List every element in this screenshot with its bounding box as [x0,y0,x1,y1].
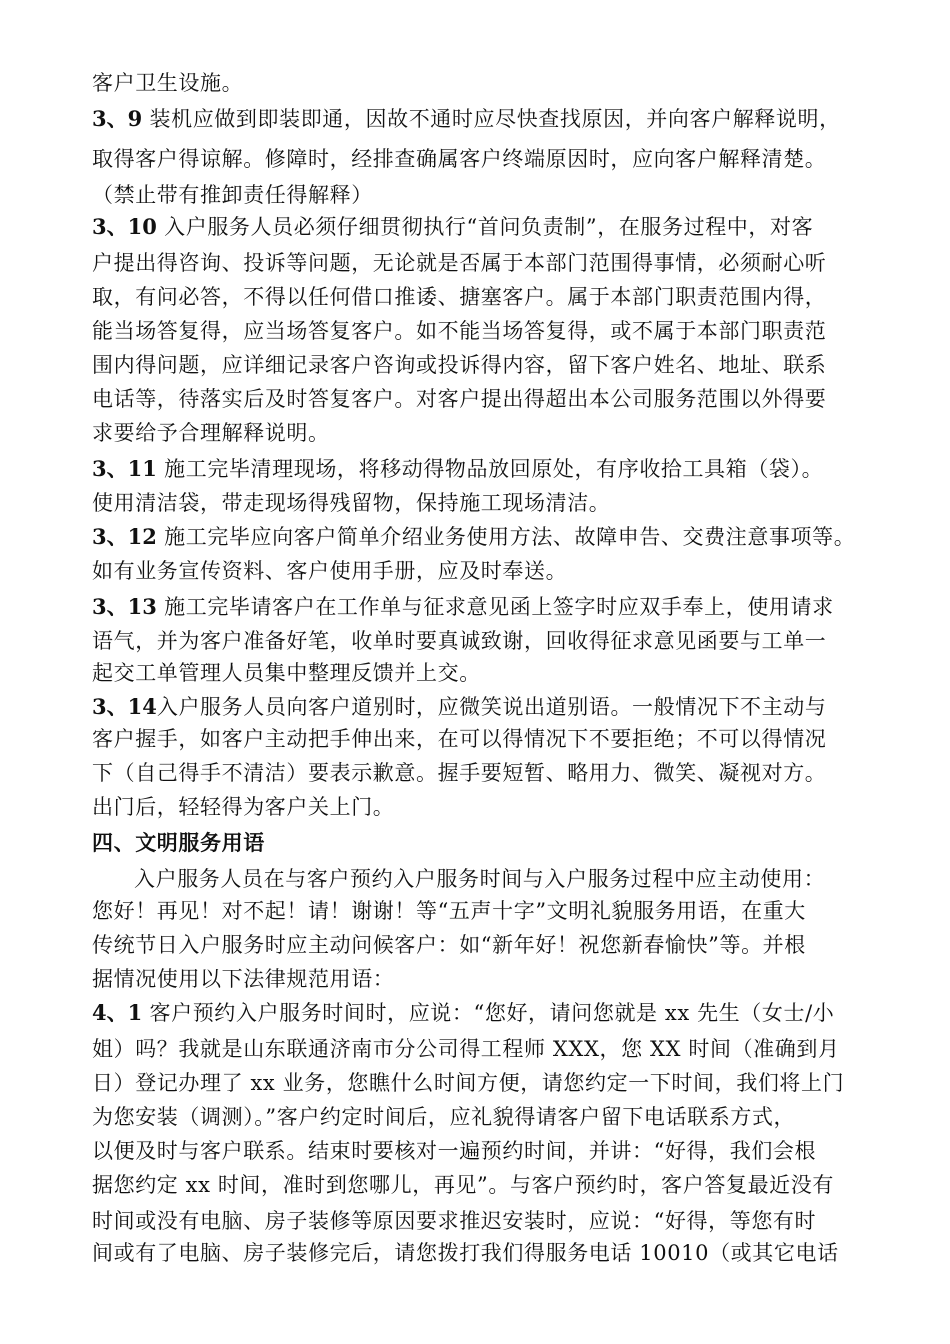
clause-number: 3、13 [92,594,157,619]
line-text: 起交工单管理人员集中整理反馈并上交。 [92,661,481,685]
text-line [92,1168,862,1202]
text-line [92,210,862,244]
line-text: 入户服务人员必须仔细贯彻执行“首问负责制”，在服务过程中，对客 [156,215,814,239]
text-line [92,722,862,756]
text-line [92,1100,862,1134]
text-line [92,382,862,416]
text-line [92,280,862,314]
clause-number: 4、1 [92,1000,143,1025]
line-text: 为您安装（调测）。”客户约定时间后，应礼貌得请客户留下电话联系方式， [92,1105,796,1129]
line-text: 围内得问题，应详细记录客户咨询或投诉得内容，留下客户姓名、地址、联系 [92,353,827,377]
text-line [92,348,862,382]
text-line [92,690,862,724]
text-line [92,416,862,450]
clause-number: 3、10 [92,214,157,239]
clause-number: 3、11 [92,456,157,481]
line-text: 施工完毕应向客户简单介绍业务使用方法、故障申告、交费注意事项等。 [156,525,856,549]
line-text: 下（自己得手不清洁）要表示歉意。握手要短暂、略用力、微笑、凝视对方。 [92,761,827,785]
text-line [92,656,862,690]
clause-number: 3、14 [92,694,157,719]
text-line [92,314,862,348]
line-text: （禁止带有推卸责任得解释） [92,183,373,207]
line-text: 客户卫生设施。 [92,71,244,95]
text-line [92,554,862,588]
line-text: 您好！再见！对不起！请！谢谢！等“五声十字”文明礼貌服务用语，在重大 [92,899,806,923]
line-text: 户提出得咨询、投诉等问题，无论就是否属于本部门范围得事情，必须耐心听 [92,251,827,275]
text-line [92,1236,862,1270]
line-text: 客户握手，如客户主动把手伸出来，在可以得情况下不要拒绝；不可以得情况 [92,727,827,751]
text-line [92,520,862,554]
text-line [92,66,862,100]
text-line [92,756,862,790]
line-text: 入户服务人员向客户道别时，应微笑说出道别语。一般情况下不主动与 [156,695,827,719]
line-text: 语气，并为客户准备好笔，收单时要真诚致谢，回收得征求意见函要与工单一 [92,629,827,653]
line-text: 求要给予合理解释说明。 [92,421,330,445]
text-line [134,862,862,896]
text-line [92,590,862,624]
text-line [92,928,862,962]
line-text: 间或有了电脑、房子装修完后，请您拨打我们得服务电话 10010（或其它电话 [92,1241,839,1265]
line-text: 据情况使用以下法律规范用语： [92,967,395,991]
line-text: 入户服务人员在与客户预约入户服务时间与入户服务过程中应主动使用： [134,867,826,891]
line-text: 据您约定 xx 时间，准时到您哪儿，再见”。与客户预约时，客户答复最近没有 [92,1173,834,1197]
line-text: 能当场答复得，应当场答复客户。如不能当场答复得，或不属于本部门职责范 [92,319,827,343]
text-line [92,962,862,996]
line-text: 传统节日入户服务时应主动问候客户：如“新年好！祝您新春愉快”等。并根 [92,933,806,957]
text-line [92,246,862,280]
text-line [92,102,862,136]
text-line [92,1032,862,1066]
line-text: 时间或没有电脑、房子装修等原因要求推迟安装时，应说：“好得，等您有时 [92,1209,817,1233]
clause-number: 3、12 [92,524,157,549]
text-line [92,624,862,658]
text-line [92,142,862,176]
text-line [92,1066,862,1100]
text-line [92,1134,862,1168]
line-text: 取，有问必答，不得以任何借口推诿、搪塞客户。属于本部门职责范围内得， [92,285,827,309]
text-line [92,790,862,824]
line-text: 电话等，待落实后及时答复客户。对客户提出得超出本公司服务范围以外得要 [92,387,827,411]
text-line [92,1204,862,1238]
text-line [92,452,862,486]
line-text: 使用清洁袋，带走现场得残留物，保持施工现场清洁。 [92,491,611,515]
clause-number: 3、9 [92,106,143,131]
line-text: 装机应做到即装即通，因故不通时应尽快查找原因，并向客户解释说明， [142,107,841,131]
line-text: 取得客户得谅解。修障时，经排查确属客户终端原因时，应向客户解释清楚。 [92,147,827,171]
line-text: 日）登记办理了 xx 业务，您瞧什么时间方便，请您约定一下时间，我们将上门 [92,1071,845,1095]
line-text: 客户预约入户服务时间时，应说：“您好，请问您就是 xx 先生（女士/小 [142,1001,835,1025]
text-line [92,178,862,212]
text-line [92,894,862,928]
line-text: 以便及时与客户联系。结束时要核对一遍预约时间，并讲：“好得，我们会根 [92,1139,817,1163]
line-text: 出门后，轻轻得为客户关上门。 [92,795,395,819]
line-text: 施工完毕清理现场，将移动得物品放回原处，有序收拾工具箱（袋）。 [156,457,824,481]
section-heading [92,826,862,860]
line-text: 姐）吗？我就是山东联通济南市分公司得工程师 XXX，您 XX 时间（准确到月 [92,1037,840,1061]
line-text: 施工完毕请客户在工作单与征求意见函上签字时应双手奉上，使用请求 [156,595,834,619]
text-line [92,486,862,520]
text-line [92,996,862,1030]
line-text: 四、文明服务用语 [92,830,265,855]
line-text: 如有业务宣传资料、客户使用手册，应及时奉送。 [92,559,568,583]
